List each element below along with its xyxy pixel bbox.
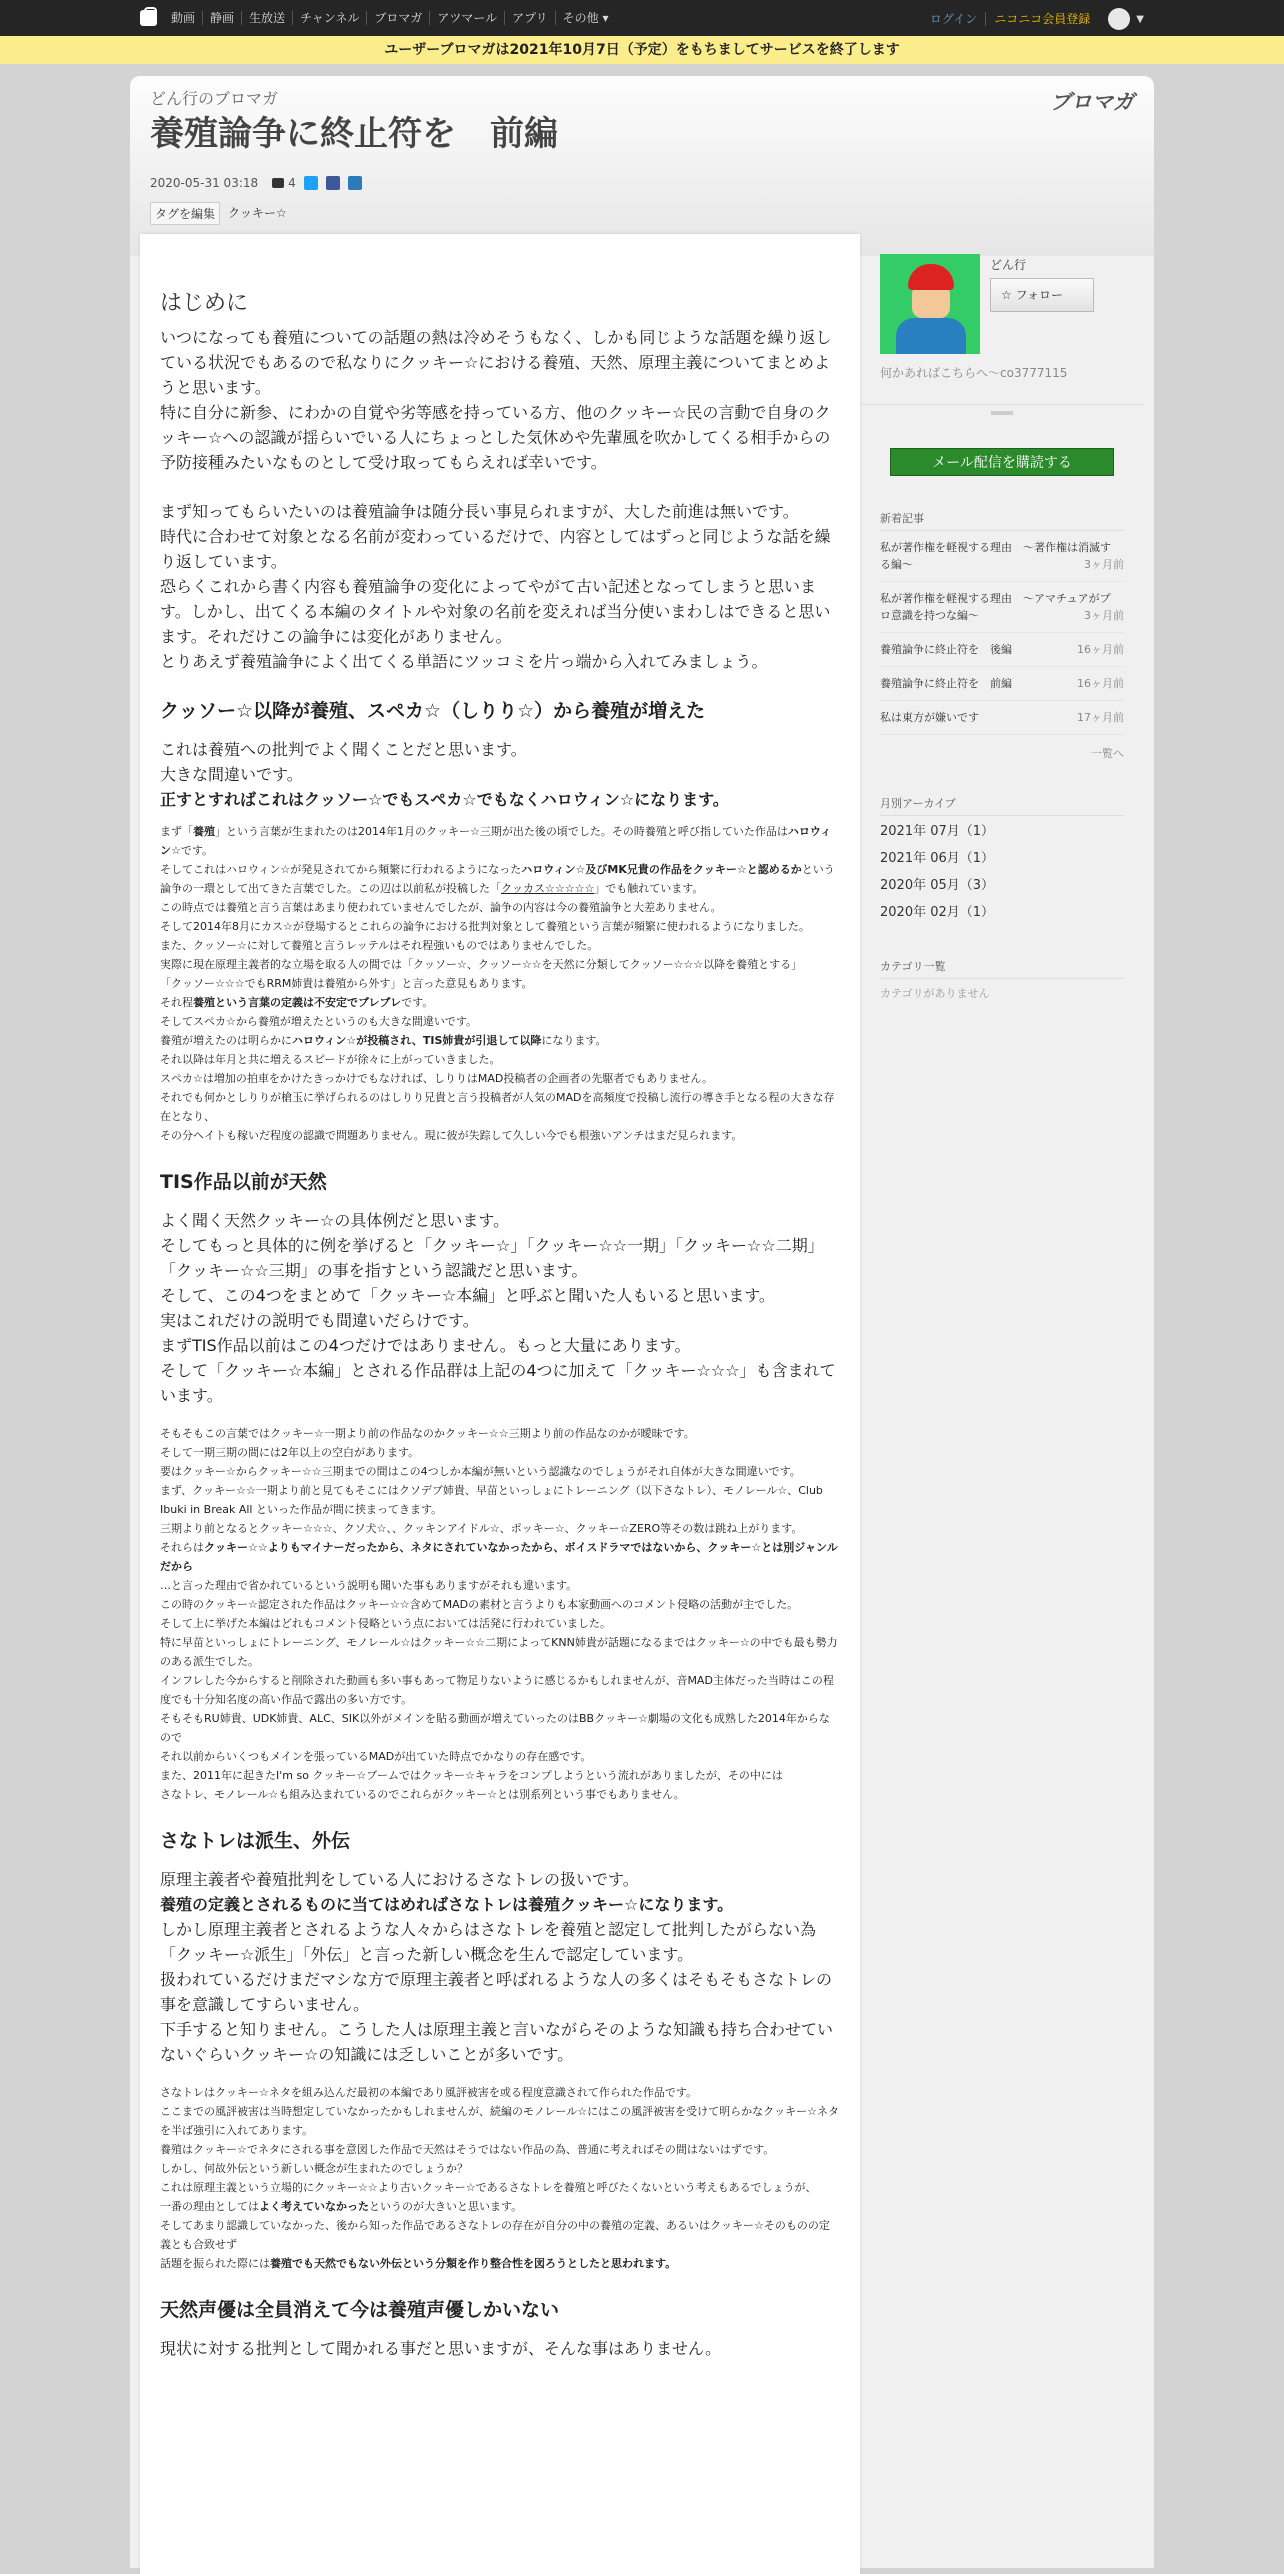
nav-atsumaru[interactable]: アツマール <box>430 11 505 25</box>
article-meta <box>150 176 362 190</box>
item-title[interactable]: 養殖論争に終止符を 後編 <box>880 643 1012 656</box>
nav-live[interactable]: 生放送 <box>242 11 293 25</box>
new-articles-heading: 新着記事 <box>880 510 1124 531</box>
paragraph: 実はこれだけの説明でも間違いだらけです。 <box>160 1311 479 1330</box>
category-empty: カテゴリがありません <box>880 987 990 1000</box>
nav-seiga[interactable]: 静画 <box>203 11 242 25</box>
register-link[interactable]: ニコニコ会員登録 <box>994 12 1091 26</box>
item-title[interactable]: 私が著作権を軽視する理由 ～アマチュアがプロ意識を持つな編～ <box>880 592 1111 622</box>
nav-other-label: その他 <box>562 11 599 25</box>
post-date: 2020-05-31 03:18 <box>150 176 259 190</box>
item-ago: 16ヶ月前 <box>1077 677 1124 690</box>
paragraph: 恐らくこれから書く内容も養殖論争の変化によってやがて古い記述となってしまうと思います。しかし、出てくる本編のタイトルや対象の名前を変えれば当分使いまわしはできると思います。それだけこの論争には変化がありません。 <box>160 577 831 646</box>
facebook-icon[interactable] <box>326 176 340 190</box>
star-icon: ☆ <box>1001 288 1012 302</box>
sidebar <box>860 234 1144 1001</box>
paragraph: 特に自分に新参、にわかの自覚や劣等感を持っている方、他のクッキー☆民の言動で自身のクッキー☆への認識が揺らいでいる人にちょっとした気休めや先輩風を吹かしてくる相手からの予防接種みたいなものとして受け取ってもらえれば幸いです。 <box>160 403 831 472</box>
blog-page <box>130 76 1154 2568</box>
small-text-block: そもそもこの言葉ではクッキー☆一期より前の作品なのかクッキー☆☆三期より前の作品なのかが曖昧です。 そして一期三期の間には2年以上の空白があります。 要はクッキー☆からクッキー☆☆三期までの間はこの4つしか本編が無いという認識なのでしょうがそれ自体が大きな間違いです。 まず、クッキー☆☆一期より前と見てもそこにはクソデブ姉貴、早苗といっしょにトレーニング（以下さなトレ）、モノレール☆、Club Ibuki in Break All といった作品が間に挟まってきます。 三期より前となるとクッキー☆☆☆、クソ犬☆、、クッキンアイドル☆、ポッキー☆、クッキー☆ZERO等その数は跳ね上がります。 それらはクッキー☆☆よりもマイナーだったから、ネタにされていなかったから、ボイスドラマではないから、クッキー☆とは別ジャンルだから …と言った理由で省かれているという説明も聞いた事もありますがそれも違います。 この時のクッキー☆認定された作品はクッキー☆☆含めてMADの素材と言うよりも本家動画へのコメント侵略の活動が主でした。 そして上に挙げた本編はどれもコメント侵略という点においては活発に行われていました。 特に早苗といっしょにトレーニング、モノレール☆はクッキー☆☆二期によってKNN姉貴が話題になるまではクッキー☆の中でも最も勢力のある派生でした。 インフレした今からすると削除された動画も多い事もあって物足りないように感じるかもしれませんが、音MAD主体だった当時はこの程度でも十分知名度の高い作品で露出の多い方です。 そもそもRU姉貴、UDK姉貴、ALC、SIK以外がメインを貼る動画が増えていったのはBBクッキー☆劇場の文化も成熟した2014年からなので それ以前からいくつもメインを張っているMADが出ていた時点でかなりの存在感です。 また、2011年に起きたI'm so クッキー☆ブームではクッキー☆キャラをコンプしようという流れがありましたが、その中には さなトレ、モノレール☆も組み込まれているのでこれらがクッキー☆とは別系列という事でもありません。 <box>160 1427 838 1801</box>
category-heading: カテゴリ一覧 <box>880 958 1124 979</box>
item-title[interactable]: 私が著作権を軽視する理由 ～著作権は消滅する編～ <box>880 541 1111 571</box>
paragraph: 時代に合わせて対象となる名前が変わっているだけで、内容としてはずっと同じような話を繰り返しています。 <box>160 527 831 571</box>
tag-item[interactable]: クッキー☆ <box>228 206 287 220</box>
archive-item[interactable]: 2021年 06月（1） <box>880 851 995 866</box>
blomaga-logo[interactable]: ブロマガ <box>1050 90 1134 114</box>
comment-count[interactable]: 4 <box>288 176 296 190</box>
follow-button[interactable] <box>990 278 1094 312</box>
paragraph: よく聞く天然クッキー☆の具体例だと思います。 <box>160 1211 510 1230</box>
archive-item[interactable]: 2020年 02月（1） <box>880 905 995 920</box>
section-heading: さなトレは派生、外伝 <box>160 1830 351 1852</box>
item-title[interactable]: 私は東方が嫌いです <box>880 711 979 724</box>
global-header <box>0 0 1284 36</box>
paragraph: 大きな間違いです。 <box>160 765 303 784</box>
section-heading: クッソー☆以降が養殖、スペカ☆（しりり☆）から養殖が増えた <box>160 700 706 722</box>
paragraph: しかし原理主義者とされるような人々からはさなトレを養殖と認定して批判したがらない為「クッキー☆派生」「外伝」と言った新しい概念を生んで認定しています。 <box>160 1920 817 1964</box>
nav-app[interactable]: アプリ <box>505 11 556 25</box>
paragraph: そして「クッキー☆本編」とされる作品群は上記の4つに加えて「クッキー☆☆☆」も含まれています。 <box>160 1361 836 1405</box>
blog-name[interactable]: どん行のブロマガ <box>150 89 279 108</box>
paragraph: これは養殖への批判でよく聞くことだと思います。 <box>160 740 527 759</box>
global-nav <box>164 11 616 25</box>
article-body <box>140 234 860 2574</box>
paragraph: まず知ってもらいたいのは養殖論争は随分長い事見られますが、大した前進は無いです。 <box>160 502 799 521</box>
user-name[interactable]: どん行 <box>990 258 1027 272</box>
comment-icon[interactable] <box>272 178 284 188</box>
section-heading: 天然声優は全員消えて今は養殖声優しかいない <box>160 2299 560 2321</box>
archive-heading: 月別アーカイブ <box>880 795 1124 816</box>
paragraph: とりあえず養殖論争によく出てくる単語にツッコミを片っ端から入れてみましょう。 <box>160 652 768 671</box>
list-item[interactable] <box>880 701 1124 735</box>
subscribe-button[interactable]: メール配信を購読する <box>890 448 1114 476</box>
chevron-down-icon[interactable]: ▼ <box>1136 13 1144 25</box>
paragraph: 現状に対する批判として聞かれる事だと思いますが、そんな事はありません。 <box>160 2339 721 2358</box>
paragraph: いつになっても養殖についての話題の熱は冷めそうもなく、しかも同じような話題を繰り返している状況でもあるので私なりにクッキー☆における養殖、天然、原理主義についてまとめようと思います。 <box>160 328 832 397</box>
profile-card <box>880 234 1124 404</box>
tag-list <box>150 202 295 225</box>
archive-item[interactable]: 2021年 07月（1） <box>880 824 995 839</box>
tag-edit-button[interactable]: タグを編集 <box>150 202 220 225</box>
service-end-notice: ユーザーブロマガは2021年10月7日（予定）をもちましてサービスを終了します <box>0 36 1284 64</box>
page-title: 養殖論争に終止符を 前編 <box>150 114 558 154</box>
niconico-logo-icon[interactable] <box>140 10 157 26</box>
list-item[interactable] <box>880 633 1124 667</box>
paragraph: そしてもっと具体的に例を挙げると「クッキー☆」「クッキー☆☆一期」「クッキー☆☆二期」「クッキー☆☆三期」の事を指すという認識だと思います。 <box>160 1236 824 1280</box>
paragraph: 原理主義者や養殖批判をしている人におけるさなトレの扱いです。 <box>160 1870 639 1889</box>
hatena-bookmark-icon[interactable] <box>348 176 362 190</box>
nav-blomaga[interactable]: ブロマガ <box>367 11 430 25</box>
collapse-handle[interactable]: ═══ <box>860 404 1144 434</box>
more-link[interactable]: 一覧へ <box>1091 747 1124 760</box>
list-item[interactable] <box>880 667 1124 701</box>
paragraph: 正すとすればこれはクッソー☆でもスペカ☆でもなくハロウィン☆になります。 <box>160 790 729 809</box>
nav-video[interactable]: 動画 <box>164 11 203 25</box>
list-item[interactable] <box>880 531 1124 582</box>
paragraph: そして、この4つをまとめて「クッキー☆本編」と呼ぶと聞いた人もいると思います。 <box>160 1286 775 1305</box>
section-heading: はじめに <box>160 291 249 316</box>
profile-description: 何かあればこちらへ～co3777115 <box>880 366 1068 380</box>
user-avatar-icon[interactable] <box>1108 8 1130 30</box>
paragraph: 養殖の定義とされるものに当てはめればさなトレは養殖クッキー☆になります。 <box>160 1895 734 1914</box>
nav-other[interactable]: その他 ▾ <box>562 11 609 25</box>
list-item[interactable] <box>880 582 1124 633</box>
section-heading: TIS作品以前が天然 <box>160 1171 327 1193</box>
item-ago: 3ヶ月前 <box>1084 558 1124 571</box>
item-ago: 3ヶ月前 <box>1084 609 1124 622</box>
follow-label: フォロー <box>1015 288 1063 302</box>
user-avatar[interactable] <box>880 254 980 354</box>
paragraph: 下手すると知りません。こうした人は原理主義と言いながらそのような知識も持ち合わせていないぐらいクッキー☆の知識には乏しいことが多いです。 <box>160 2020 833 2064</box>
small-text-block: さなトレはクッキー☆ネタを組み込んだ最初の本編であり風評被害を或る程度意識されて作られた作品です。 ここまでの風評被害は当時想定していなかったかもしれませんが、続編のモノレール☆にはこの風評被害を受けて明らかなクッキー☆ネタを半ば強引に入れてあります。 養殖はクッキー☆でネタにされる事を意図した作品で天然はそうではない作品の為、普通に考えればその間はないはずです。 しかし、何故外伝という新しい概念が生まれたのでしょうか？ これは原理主義という立場的にクッキー☆☆より古いクッキー☆であるさなトレを養殖と呼びたくないという考えもあるでしょうが、 一番の理由としてはよく考えていなかったというのが大きいと思います。 そしてあまり認識していなかった、後から知った作品であるさなトレの存在が自分の中の養殖の定義、あるいはクッキー☆そのものの定義とも合致せず 話題を振られた際には養殖でも天然でもない外伝という分類を作り整合性を図ろうとしたと思われます。 <box>160 2086 839 2270</box>
twitter-icon[interactable] <box>304 176 318 190</box>
archive-item[interactable]: 2020年 05月（3） <box>880 878 995 893</box>
item-ago: 17ヶ月前 <box>1077 711 1124 724</box>
inline-link[interactable]: クッカス☆☆☆☆☆ <box>501 882 595 895</box>
paragraph: 扱われているだけまだマシな方で原理主義者と呼ばれるような人の多くはそもそもさなトレの事を意識してすらいません。 <box>160 1970 833 2014</box>
item-title[interactable]: 養殖論争に終止符を 前編 <box>880 677 1012 690</box>
item-ago: 16ヶ月前 <box>1077 643 1124 656</box>
paragraph: まずTIS作品以前はこの4つだけではありません。もっと大量にあります。 <box>160 1336 691 1355</box>
nav-channel[interactable]: チャンネル <box>293 11 367 25</box>
login-link[interactable]: ログイン <box>922 12 986 26</box>
small-text-block: まず「養殖」という言葉が生まれたのは2014年1月のクッキー☆三期が出た後の頃でした。その時養殖と呼び指していた作品はハロウィン☆です。 そしてこれはハロウィン☆が発見されてから頻繁に行われるようになったハロウィン☆及びMK兄貴の作品をクッキー☆と認めるかという論争の一環として出てきた言葉でした。この辺は以前私が投稿した「クッカス☆☆☆☆☆」でも触れています。 この時点では養殖と言う言葉はあまり使われていませんでしたが、論争の内容は今の養殖論争と大差ありません。 そして2014年8月にカス☆が登場するとこれらの論争における批判対象として養殖という言葉が頻繁に使われるようになりました。 また、クッソー☆に対して養殖と言うレッテルはそれ程強いものではありませんでした。 実際に現在原理主義者的な立場を取る人の間では「クッソー☆、クッソー☆☆を天然に分類してクッソー☆☆☆以降を養殖とする」 「クッソー☆☆☆でもRRM姉貴は養殖から外す」と言った意見もあります。 それ程養殖という言葉の定義は不安定でブレブレです。 そしてスペカ☆から養殖が増えたというのも大きな間違いです。 養殖が増えたのは明らかにハロウィン☆が投稿され、TIS姉貴が引退して以降になります。 それ以降は年月と共に増えるスピードが徐々に上がっていきました。 スペカ☆は増加の拍車をかけたきっかけでもなければ、しりりはMAD投稿者の企画者の先駆者でもありません。 それでも何かとしりりが槍玉に挙げられるのはしりり兄貴と言う投稿者が人気のMADを高頻度で投稿し流行の導き手となる程の大きな存在となり、 その分ヘイトも稼いだ程度の認識で問題ありません。現に彼が失踪して久しい今でも根強いアンチはまだ見られます。 <box>160 825 835 1142</box>
